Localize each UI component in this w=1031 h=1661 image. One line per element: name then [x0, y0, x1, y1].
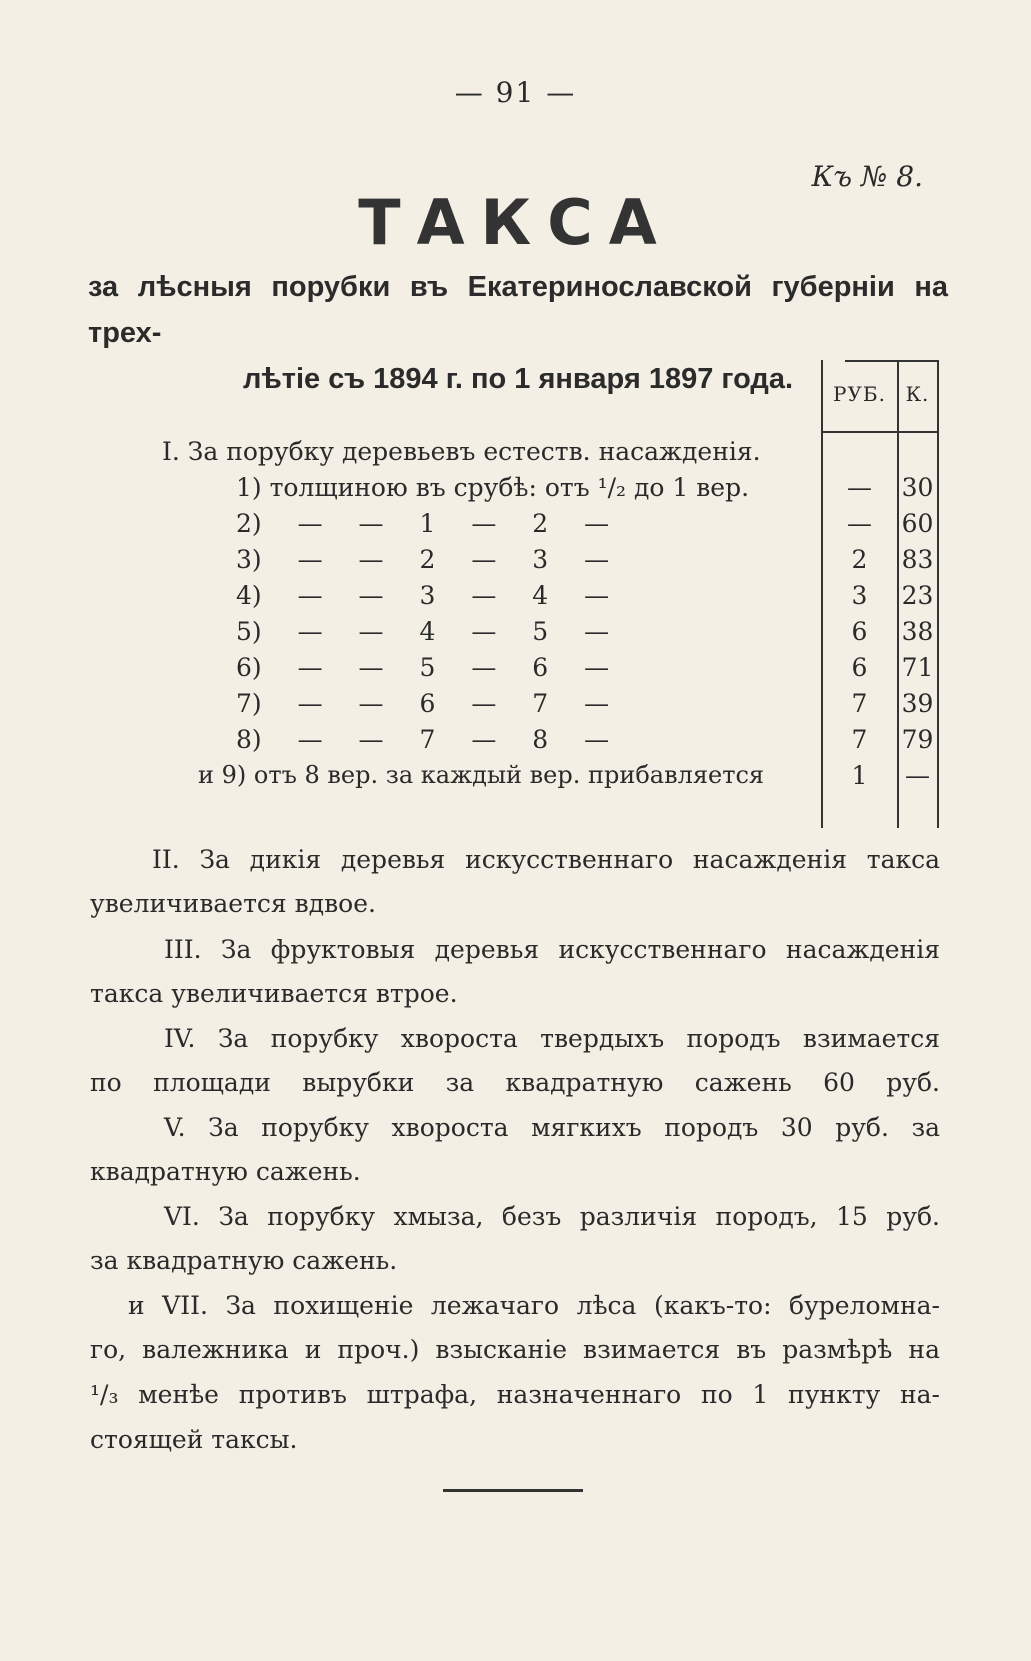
- table-row-label: [236, 653, 609, 682]
- table-row-label: и 9) отъ 8 вер. за каждый вер. прибавляется: [198, 761, 765, 789]
- table-cell-rub: 3: [851, 581, 868, 610]
- document-title: ТАКСА: [358, 186, 673, 259]
- paragraph-5: V. За порубку хвороста мягкихъ породъ 30 руб. за: [164, 1113, 940, 1142]
- table-row-label: [236, 689, 609, 718]
- paragraph-4: IV. За порубку хвороста твердыхъ породъ взимается: [164, 1024, 940, 1053]
- table-cell-rub: 6: [851, 653, 868, 682]
- column-header-rub: РУБ.: [833, 382, 886, 406]
- reference-number: Къ № 8.: [811, 160, 923, 193]
- row-label-text: 6) — — 5 — 6 —: [236, 653, 610, 682]
- table-cell-kop: 30: [901, 473, 934, 502]
- paragraph-7-line-3: ¹/₃ менѣе противъ штрафа, назначеннаго по 1 пункту на-: [90, 1380, 940, 1409]
- paragraph-6: VI. За порубку хмыза, безъ различія породъ, 15 руб.: [164, 1202, 940, 1231]
- document-subtitle: [88, 264, 948, 402]
- table-row-label: [236, 617, 609, 646]
- table-line: [845, 360, 937, 362]
- table-cell-kop: 83: [901, 545, 934, 574]
- table-cell-rub: 7: [851, 725, 868, 754]
- table-cell-kop: 60: [901, 509, 934, 538]
- row-label-text: 8) — — 7 — 8 —: [236, 725, 610, 754]
- section-heading: I. За порубку деревьевъ естеств. насажденія.: [162, 437, 761, 466]
- table-cell-rub: 2: [851, 545, 868, 574]
- row-label-text: 4) — — 3 — 4 —: [236, 581, 610, 610]
- table-row-label: 1) толщиною въ срубѣ: отъ ¹/₂ до 1 вер.: [236, 473, 750, 502]
- paragraph-7: и VII. За похищеніе лежачаго лѣса (какъ-то: буреломна-: [128, 1291, 940, 1320]
- table-cell-rub: 1: [851, 761, 868, 790]
- table-row-label: [236, 725, 609, 754]
- paragraph-2-cont: увеличивается вдвое.: [90, 889, 376, 918]
- subtitle-line-1: за лѣсныя порубки въ Екатеринославской губерніи на трех-: [88, 271, 948, 349]
- table-cell-kop: 23: [901, 581, 934, 610]
- table-cell-kop: 71: [901, 653, 934, 682]
- table-line: [821, 431, 937, 433]
- table-cell-kop: 38: [901, 617, 934, 646]
- paragraph-3: III. За фруктовыя деревья искусственнаго насажденія: [164, 935, 940, 964]
- paragraph-7-line-2: го, валежника и проч.) взысканіе взимается въ размѣрѣ на: [90, 1335, 940, 1364]
- subtitle-line-2: лѣтіе съ 1894 г. по 1 января 1897 года.: [242, 363, 794, 395]
- page-number: — 91 —: [454, 76, 577, 109]
- column-header-kop: К.: [905, 382, 930, 406]
- row-label-text: 3) — — 2 — 3 —: [236, 545, 610, 574]
- closing-rule: [443, 1489, 583, 1492]
- table-line: [937, 360, 939, 828]
- table-row-label: [236, 545, 609, 574]
- paragraph-6-cont: за квадратную сажень.: [90, 1246, 398, 1275]
- table-cell-rub: —: [847, 509, 872, 538]
- row-label-text: 7) — — 6 — 7 —: [236, 689, 610, 718]
- table-cell-rub: 6: [851, 617, 868, 646]
- paragraph-3-cont: такса увеличивается втрое.: [90, 979, 458, 1008]
- paragraph-7-line-4: стоящей таксы.: [90, 1425, 298, 1454]
- table-row-label: [236, 509, 609, 538]
- paragraph-line: II. За дикія деревья искусственнаго насажденія такса: [152, 845, 940, 874]
- row-label-text: 5) — — 4 — 5 —: [236, 617, 610, 646]
- table-cell-rub: 7: [851, 689, 868, 718]
- paragraph-2: [90, 838, 940, 882]
- table-row-label: [236, 581, 609, 610]
- paragraph-4-cont: по площади вырубки за квадратную сажень 60 руб.: [90, 1068, 940, 1097]
- table-cell-kop: —: [905, 761, 930, 790]
- table-cell-kop: 79: [901, 725, 934, 754]
- paragraph-5-cont: квадратную сажень.: [90, 1157, 361, 1186]
- table-cell-kop: 39: [901, 689, 934, 718]
- row-label-text: 2) — — 1 — 2 —: [236, 509, 610, 538]
- table-cell-rub: —: [847, 473, 872, 502]
